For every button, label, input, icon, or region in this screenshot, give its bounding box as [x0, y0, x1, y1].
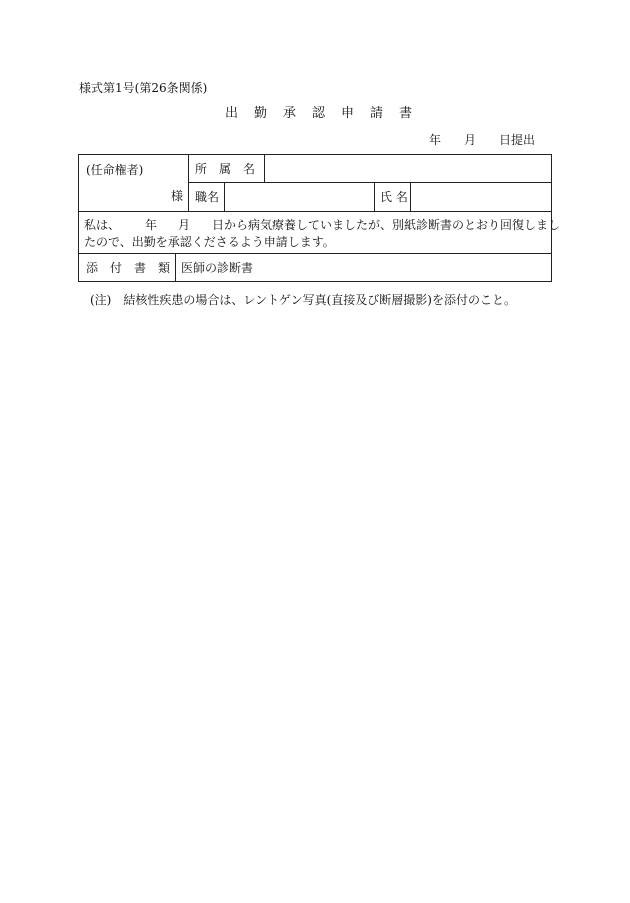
date-month: 月 [464, 133, 477, 147]
appointer-label: (任命権者) [86, 163, 144, 177]
name-label: 氏 名 [380, 190, 408, 204]
title-char: 承 [283, 106, 297, 121]
department-field[interactable] [270, 161, 546, 177]
statement-month: 月 [178, 218, 191, 232]
column-divider [175, 253, 176, 281]
column-divider [374, 182, 375, 211]
column-divider [264, 154, 265, 183]
position-field[interactable] [230, 189, 370, 205]
row-divider [78, 211, 552, 212]
position-label: 職名 [195, 190, 220, 204]
title-char: 申 [341, 106, 355, 121]
footnote: (注) 結核性疾患の場合は、レントゲン写真(直接及び断層撮影)を添付のこと。 [90, 293, 516, 307]
title-char: 出 [225, 106, 239, 121]
date-day-submitted: 日提出 [499, 133, 536, 147]
column-divider [410, 182, 411, 211]
table-border-left [78, 154, 79, 282]
statement-part: 私は、 [84, 218, 121, 232]
attachments-value: 医師の診断書 [181, 261, 254, 275]
column-divider [224, 182, 225, 211]
title-char: 勤 [254, 106, 268, 121]
statement-part: 日から病気療養していましたが、別紙診断書のとおり回復しまし [212, 218, 561, 232]
table-border-top [78, 154, 552, 155]
row-divider [188, 182, 552, 183]
form-number: 様式第1号(第26条関係) [79, 81, 208, 95]
application-form-table [78, 154, 561, 282]
attachments-label: 添 付 書 類 [86, 261, 171, 275]
title-char: 書 [399, 106, 413, 121]
department-label: 所 属 名 [195, 162, 256, 176]
statement-year: 年 [145, 218, 158, 232]
row-divider [78, 253, 552, 254]
statement-line-2: たので、出勤を承認くださるよう申請します。 [84, 235, 335, 249]
name-field[interactable] [416, 189, 546, 205]
honorific-sama: 様 [171, 189, 184, 203]
title-char: 請 [370, 106, 384, 121]
title-char: 認 [312, 106, 326, 121]
table-border-bottom [78, 281, 552, 282]
column-divider [188, 154, 189, 211]
date-year: 年 [429, 133, 442, 147]
